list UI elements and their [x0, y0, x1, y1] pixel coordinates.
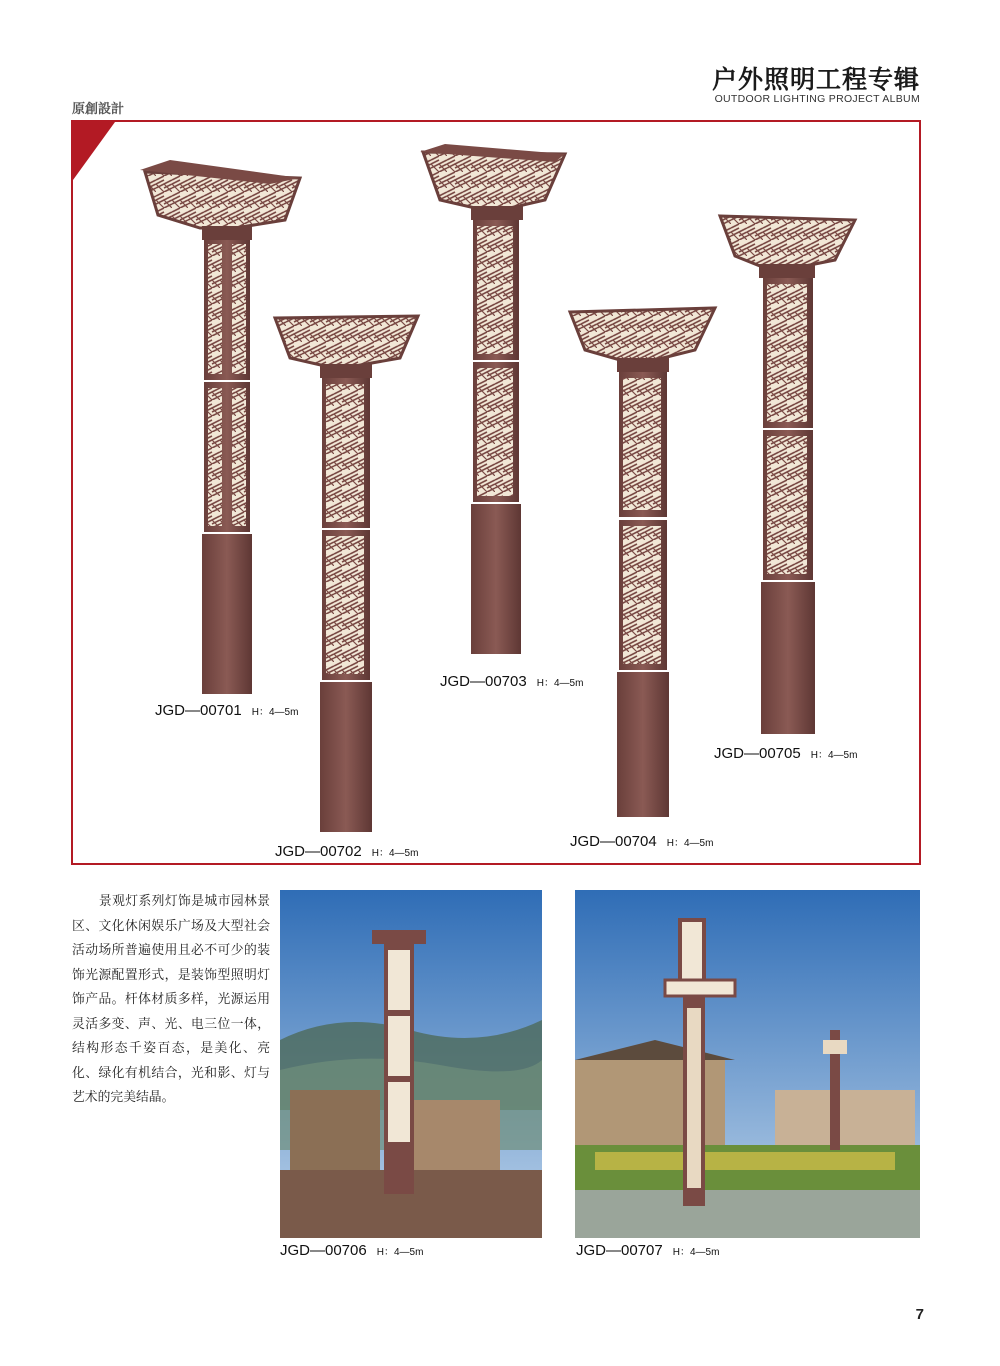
lamp-jgd-00703	[415, 140, 575, 660]
product-height: H：4—5m	[376, 1247, 424, 1258]
product-height: H：4—5m	[672, 1247, 720, 1258]
label-jgd-00703	[440, 673, 583, 690]
label-jgd-00704	[570, 833, 713, 850]
label-jgd-00701	[155, 702, 298, 719]
description-text: 景观灯系列灯饰是城市园林景区、文化休闲娱乐广场及大型社会活动场所普遍使用且必不可少的装饰光源配置形式，是装饰型照明灯饰产品。杆体材质多样，光源运用灵活多变、声、光、电三位一体，结构形态千姿百态，是美化、亮化、绿化有机结合，光和影、灯与艺术的完美结晶。	[72, 894, 270, 1105]
album-title: 户外照明工程专辑	[711, 65, 920, 94]
red-corner-triangle	[73, 122, 115, 182]
product-height: H：4—5m	[536, 678, 584, 689]
product-code: JGD—00701	[155, 702, 242, 719]
section-tag: 原創設計	[72, 102, 125, 117]
product-code: JGD—00702	[275, 843, 362, 860]
label-jgd-00707	[576, 1242, 719, 1259]
label-jgd-00706	[280, 1242, 423, 1259]
product-code: JGD—00703	[440, 673, 527, 690]
product-height: H：4—5m	[666, 838, 714, 849]
product-height: H：4—5m	[810, 750, 858, 761]
label-jgd-00705	[714, 745, 857, 762]
lamp-jgd-00704	[565, 300, 725, 820]
product-code: JGD—00704	[570, 833, 657, 850]
photo-jgd-00706	[280, 890, 542, 1238]
product-code: JGD—00705	[714, 745, 801, 762]
product-height: H：4—5m	[251, 707, 299, 718]
lamp-jgd-00702	[270, 310, 430, 835]
product-code: JGD—00707	[576, 1242, 663, 1259]
page-number: 7	[915, 1306, 924, 1323]
product-code: JGD—00706	[280, 1242, 367, 1259]
album-subtitle: OUTDOOR LIGHTING PROJECT ALBUM	[714, 93, 920, 105]
product-height: H：4—5m	[371, 848, 419, 859]
photo-jgd-00707	[575, 890, 920, 1238]
label-jgd-00702	[275, 843, 418, 860]
lamp-jgd-00705	[715, 208, 865, 738]
